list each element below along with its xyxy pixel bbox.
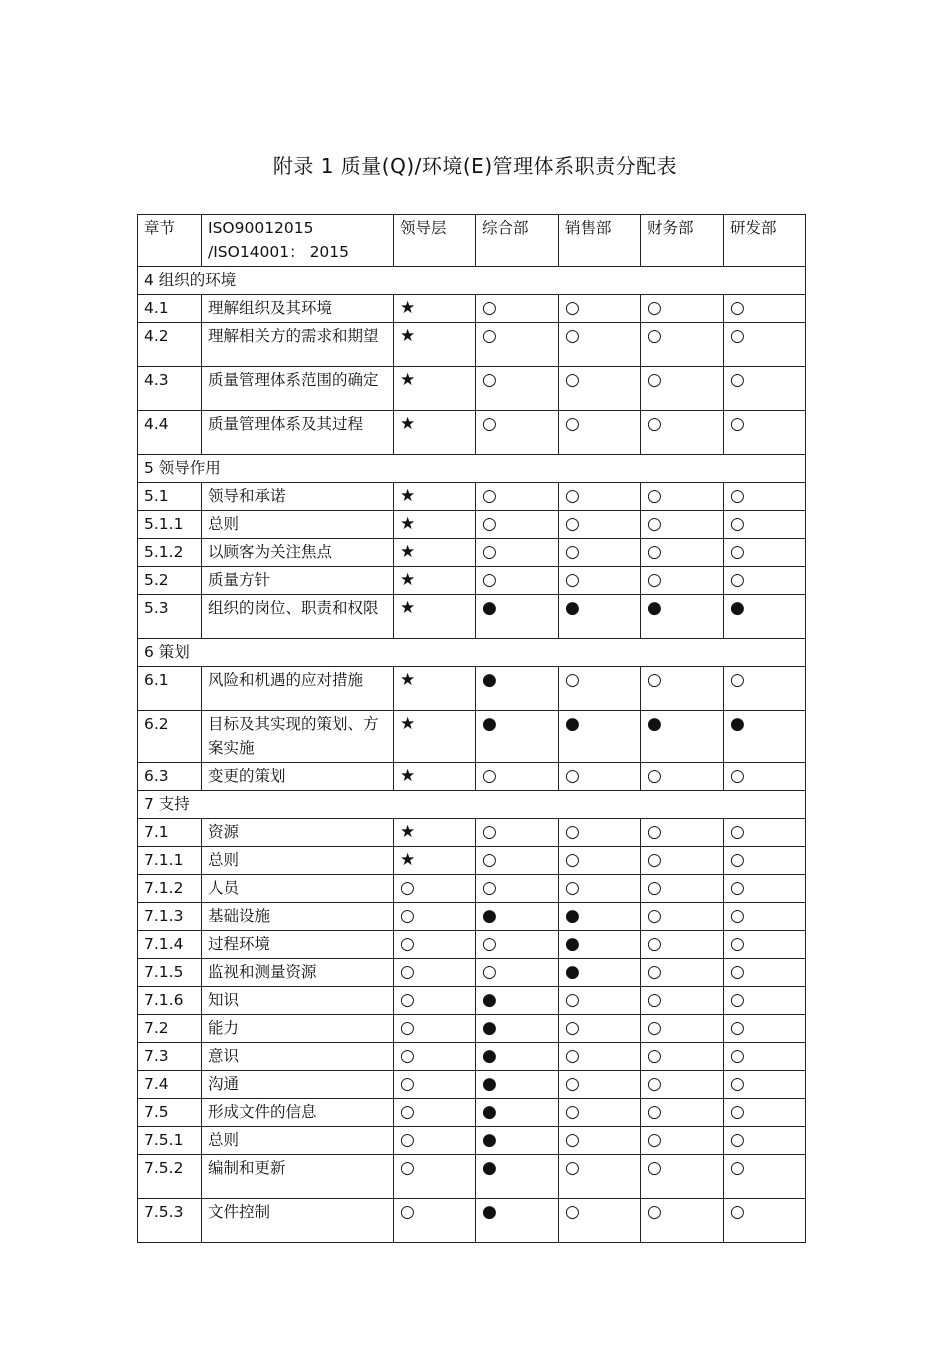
clause-name: 编制和更新 [202,1155,394,1199]
header-dept-leadership: 领导层 [394,215,476,267]
empty-mark-icon: ○ [724,847,806,875]
empty-mark-icon: ○ [559,323,641,367]
empty-mark-icon: ○ [476,323,559,367]
clause-number: 7.1.5 [138,959,202,987]
clause-name: 基础设施 [202,903,394,931]
clause-number: 5.2 [138,567,202,595]
clause-number: 6.3 [138,763,202,791]
empty-mark-icon: ○ [559,1099,641,1127]
header-standard-line2: /ISO14001： 2015 [208,243,350,261]
empty-mark-icon: ○ [724,1099,806,1127]
empty-mark-icon: ○ [641,367,724,411]
clause-name: 风险和机遇的应对措施 [202,667,394,711]
table-row [138,763,806,791]
empty-mark-icon: ○ [476,511,559,539]
empty-mark-icon: ○ [641,539,724,567]
table-row [138,411,806,455]
filled-mark-icon: ● [476,1127,559,1155]
clause-number: 5.1.1 [138,511,202,539]
filled-mark-icon: ● [641,595,724,639]
clause-name: 沟通 [202,1071,394,1099]
clause-number: 4.1 [138,295,202,323]
table-row [138,539,806,567]
empty-mark-icon: ○ [394,903,476,931]
clause-number: 6.1 [138,667,202,711]
star-mark-icon: ★ [394,323,476,367]
empty-mark-icon: ○ [724,875,806,903]
filled-mark-icon: ● [476,987,559,1015]
clause-name: 文件控制 [202,1199,394,1243]
filled-mark-icon: ● [724,711,806,763]
clause-name: 资源 [202,819,394,847]
clause-name: 质量方针 [202,567,394,595]
page-title: 附录 1 质量(Q)/环境(E)管理体系职责分配表 [272,154,678,178]
star-mark-icon: ★ [394,819,476,847]
table-row [138,511,806,539]
clause-number: 7.2 [138,1015,202,1043]
filled-mark-icon: ● [476,711,559,763]
empty-mark-icon: ○ [559,1199,641,1243]
clause-name: 领导和承诺 [202,483,394,511]
clause-name: 总则 [202,511,394,539]
empty-mark-icon: ○ [559,1127,641,1155]
empty-mark-icon: ○ [394,1099,476,1127]
empty-mark-icon: ○ [559,1015,641,1043]
empty-mark-icon: ○ [476,567,559,595]
clause-name: 总则 [202,1127,394,1155]
empty-mark-icon: ○ [559,511,641,539]
empty-mark-icon: ○ [724,323,806,367]
table-row [138,1199,806,1243]
table-row [138,1099,806,1127]
table-row [138,875,806,903]
filled-mark-icon: ● [476,667,559,711]
empty-mark-icon: ○ [641,959,724,987]
clause-number: 5.3 [138,595,202,639]
filled-mark-icon: ● [476,1199,559,1243]
empty-mark-icon: ○ [724,1071,806,1099]
section-row [138,639,806,667]
empty-mark-icon: ○ [476,763,559,791]
star-mark-icon: ★ [394,511,476,539]
empty-mark-icon: ○ [641,1127,724,1155]
empty-mark-icon: ○ [724,483,806,511]
table-row [138,847,806,875]
header-dept-rnd: 研发部 [724,215,806,267]
empty-mark-icon: ○ [641,567,724,595]
filled-mark-icon: ● [724,595,806,639]
filled-mark-icon: ● [559,595,641,639]
responsibility-table [137,214,806,1243]
filled-mark-icon: ● [476,1099,559,1127]
empty-mark-icon: ○ [724,903,806,931]
empty-mark-icon: ○ [394,1043,476,1071]
filled-mark-icon: ● [476,1071,559,1099]
clause-name: 意识 [202,1043,394,1071]
clause-number: 7.1.3 [138,903,202,931]
clause-name: 能力 [202,1015,394,1043]
empty-mark-icon: ○ [641,295,724,323]
empty-mark-icon: ○ [559,411,641,455]
empty-mark-icon: ○ [559,987,641,1015]
clause-name: 形成文件的信息 [202,1099,394,1127]
filled-mark-icon: ● [476,595,559,639]
table-row [138,595,806,639]
section-row [138,791,806,819]
clause-name: 理解相关方的需求和期望 [202,323,394,367]
table-row [138,295,806,323]
empty-mark-icon: ○ [641,931,724,959]
empty-mark-icon: ○ [641,511,724,539]
table-row [138,959,806,987]
empty-mark-icon: ○ [559,1043,641,1071]
header-dept-sales: 销售部 [559,215,641,267]
clause-number: 6.2 [138,711,202,763]
clause-number: 7.5.2 [138,1155,202,1199]
star-mark-icon: ★ [394,595,476,639]
clause-number: 7.4 [138,1071,202,1099]
table-row [138,711,806,763]
empty-mark-icon: ○ [641,411,724,455]
star-mark-icon: ★ [394,539,476,567]
header-chapter: 章节 [138,215,202,267]
clause-number: 7.3 [138,1043,202,1071]
empty-mark-icon: ○ [559,539,641,567]
empty-mark-icon: ○ [476,847,559,875]
section-label: 7 支持 [138,791,806,819]
clause-name: 目标及其实现的策划、方案实施 [202,711,394,763]
filled-mark-icon: ● [559,959,641,987]
star-mark-icon: ★ [394,567,476,595]
clause-number: 4.2 [138,323,202,367]
clause-number: 5.1.2 [138,539,202,567]
empty-mark-icon: ○ [724,1199,806,1243]
empty-mark-icon: ○ [724,987,806,1015]
star-mark-icon: ★ [394,711,476,763]
empty-mark-icon: ○ [394,1015,476,1043]
empty-mark-icon: ○ [559,819,641,847]
empty-mark-icon: ○ [559,483,641,511]
filled-mark-icon: ● [476,1043,559,1071]
table-row [138,323,806,367]
empty-mark-icon: ○ [641,875,724,903]
table-row [138,567,806,595]
empty-mark-icon: ○ [724,763,806,791]
empty-mark-icon: ○ [724,931,806,959]
table-row [138,931,806,959]
empty-mark-icon: ○ [641,1155,724,1199]
filled-mark-icon: ● [476,1015,559,1043]
empty-mark-icon: ○ [394,1155,476,1199]
empty-mark-icon: ○ [724,667,806,711]
empty-mark-icon: ○ [394,1199,476,1243]
empty-mark-icon: ○ [559,295,641,323]
clause-number: 7.1.4 [138,931,202,959]
clause-number: 4.3 [138,367,202,411]
clause-name: 知识 [202,987,394,1015]
empty-mark-icon: ○ [559,763,641,791]
filled-mark-icon: ● [559,711,641,763]
section-label: 4 组织的环境 [138,267,806,295]
clause-number: 4.4 [138,411,202,455]
empty-mark-icon: ○ [724,1127,806,1155]
empty-mark-icon: ○ [559,1071,641,1099]
empty-mark-icon: ○ [559,875,641,903]
empty-mark-icon: ○ [641,483,724,511]
empty-mark-icon: ○ [641,847,724,875]
empty-mark-icon: ○ [641,1199,724,1243]
empty-mark-icon: ○ [394,1071,476,1099]
empty-mark-icon: ○ [394,1127,476,1155]
star-mark-icon: ★ [394,667,476,711]
empty-mark-icon: ○ [641,1071,724,1099]
empty-mark-icon: ○ [394,959,476,987]
empty-mark-icon: ○ [724,539,806,567]
table-row [138,1071,806,1099]
clause-name: 监视和测量资源 [202,959,394,987]
empty-mark-icon: ○ [641,987,724,1015]
table-row [138,1015,806,1043]
clause-name: 人员 [202,875,394,903]
empty-mark-icon: ○ [641,667,724,711]
table-row [138,367,806,411]
empty-mark-icon: ○ [394,987,476,1015]
empty-mark-icon: ○ [641,819,724,847]
empty-mark-icon: ○ [641,1015,724,1043]
header-dept-general: 综合部 [476,215,559,267]
empty-mark-icon: ○ [724,1043,806,1071]
empty-mark-icon: ○ [641,1043,724,1071]
empty-mark-icon: ○ [476,819,559,847]
empty-mark-icon: ○ [724,567,806,595]
section-label: 6 策划 [138,639,806,667]
clause-name: 总则 [202,847,394,875]
table-row [138,1043,806,1071]
clause-name: 过程环境 [202,931,394,959]
empty-mark-icon: ○ [394,875,476,903]
clause-number: 7.5.1 [138,1127,202,1155]
empty-mark-icon: ○ [641,763,724,791]
empty-mark-icon: ○ [724,1015,806,1043]
empty-mark-icon: ○ [559,367,641,411]
empty-mark-icon: ○ [476,875,559,903]
empty-mark-icon: ○ [559,847,641,875]
empty-mark-icon: ○ [476,295,559,323]
filled-mark-icon: ● [559,903,641,931]
header-standard [202,215,394,267]
header-dept-finance: 财务部 [641,215,724,267]
empty-mark-icon: ○ [724,819,806,847]
clause-name: 质量管理体系及其过程 [202,411,394,455]
clause-number: 7.5 [138,1099,202,1127]
star-mark-icon: ★ [394,847,476,875]
filled-mark-icon: ● [559,931,641,959]
table-row [138,819,806,847]
clause-name: 变更的策划 [202,763,394,791]
empty-mark-icon: ○ [476,539,559,567]
empty-mark-icon: ○ [559,1155,641,1199]
clause-name: 以顾客为关注焦点 [202,539,394,567]
star-mark-icon: ★ [394,295,476,323]
table-row [138,1155,806,1199]
clause-name: 组织的岗位、职责和权限 [202,595,394,639]
empty-mark-icon: ○ [559,567,641,595]
table-row [138,483,806,511]
clause-name: 理解组织及其环境 [202,295,394,323]
table-row [138,903,806,931]
filled-mark-icon: ● [476,903,559,931]
star-mark-icon: ★ [394,483,476,511]
header-row [138,215,806,267]
empty-mark-icon: ○ [641,1099,724,1127]
empty-mark-icon: ○ [476,931,559,959]
empty-mark-icon: ○ [724,511,806,539]
clause-number: 5.1 [138,483,202,511]
section-row [138,267,806,295]
empty-mark-icon: ○ [724,367,806,411]
empty-mark-icon: ○ [476,367,559,411]
table-row [138,667,806,711]
empty-mark-icon: ○ [476,411,559,455]
empty-mark-icon: ○ [641,323,724,367]
clause-number: 7.1.2 [138,875,202,903]
clause-name: 质量管理体系范围的确定 [202,367,394,411]
empty-mark-icon: ○ [641,903,724,931]
clause-number: 7.1.1 [138,847,202,875]
empty-mark-icon: ○ [476,483,559,511]
empty-mark-icon: ○ [559,667,641,711]
empty-mark-icon: ○ [724,295,806,323]
clause-number: 7.1 [138,819,202,847]
star-mark-icon: ★ [394,367,476,411]
empty-mark-icon: ○ [394,931,476,959]
section-label: 5 领导作用 [138,455,806,483]
section-row [138,455,806,483]
table-row [138,987,806,1015]
star-mark-icon: ★ [394,763,476,791]
star-mark-icon: ★ [394,411,476,455]
header-standard-line1: ISO90012015 [208,219,314,237]
empty-mark-icon: ○ [724,411,806,455]
clause-number: 7.1.6 [138,987,202,1015]
empty-mark-icon: ○ [724,959,806,987]
table-row [138,1127,806,1155]
filled-mark-icon: ● [641,711,724,763]
empty-mark-icon: ○ [476,959,559,987]
empty-mark-icon: ○ [724,1155,806,1199]
filled-mark-icon: ● [476,1155,559,1199]
clause-number: 7.5.3 [138,1199,202,1243]
